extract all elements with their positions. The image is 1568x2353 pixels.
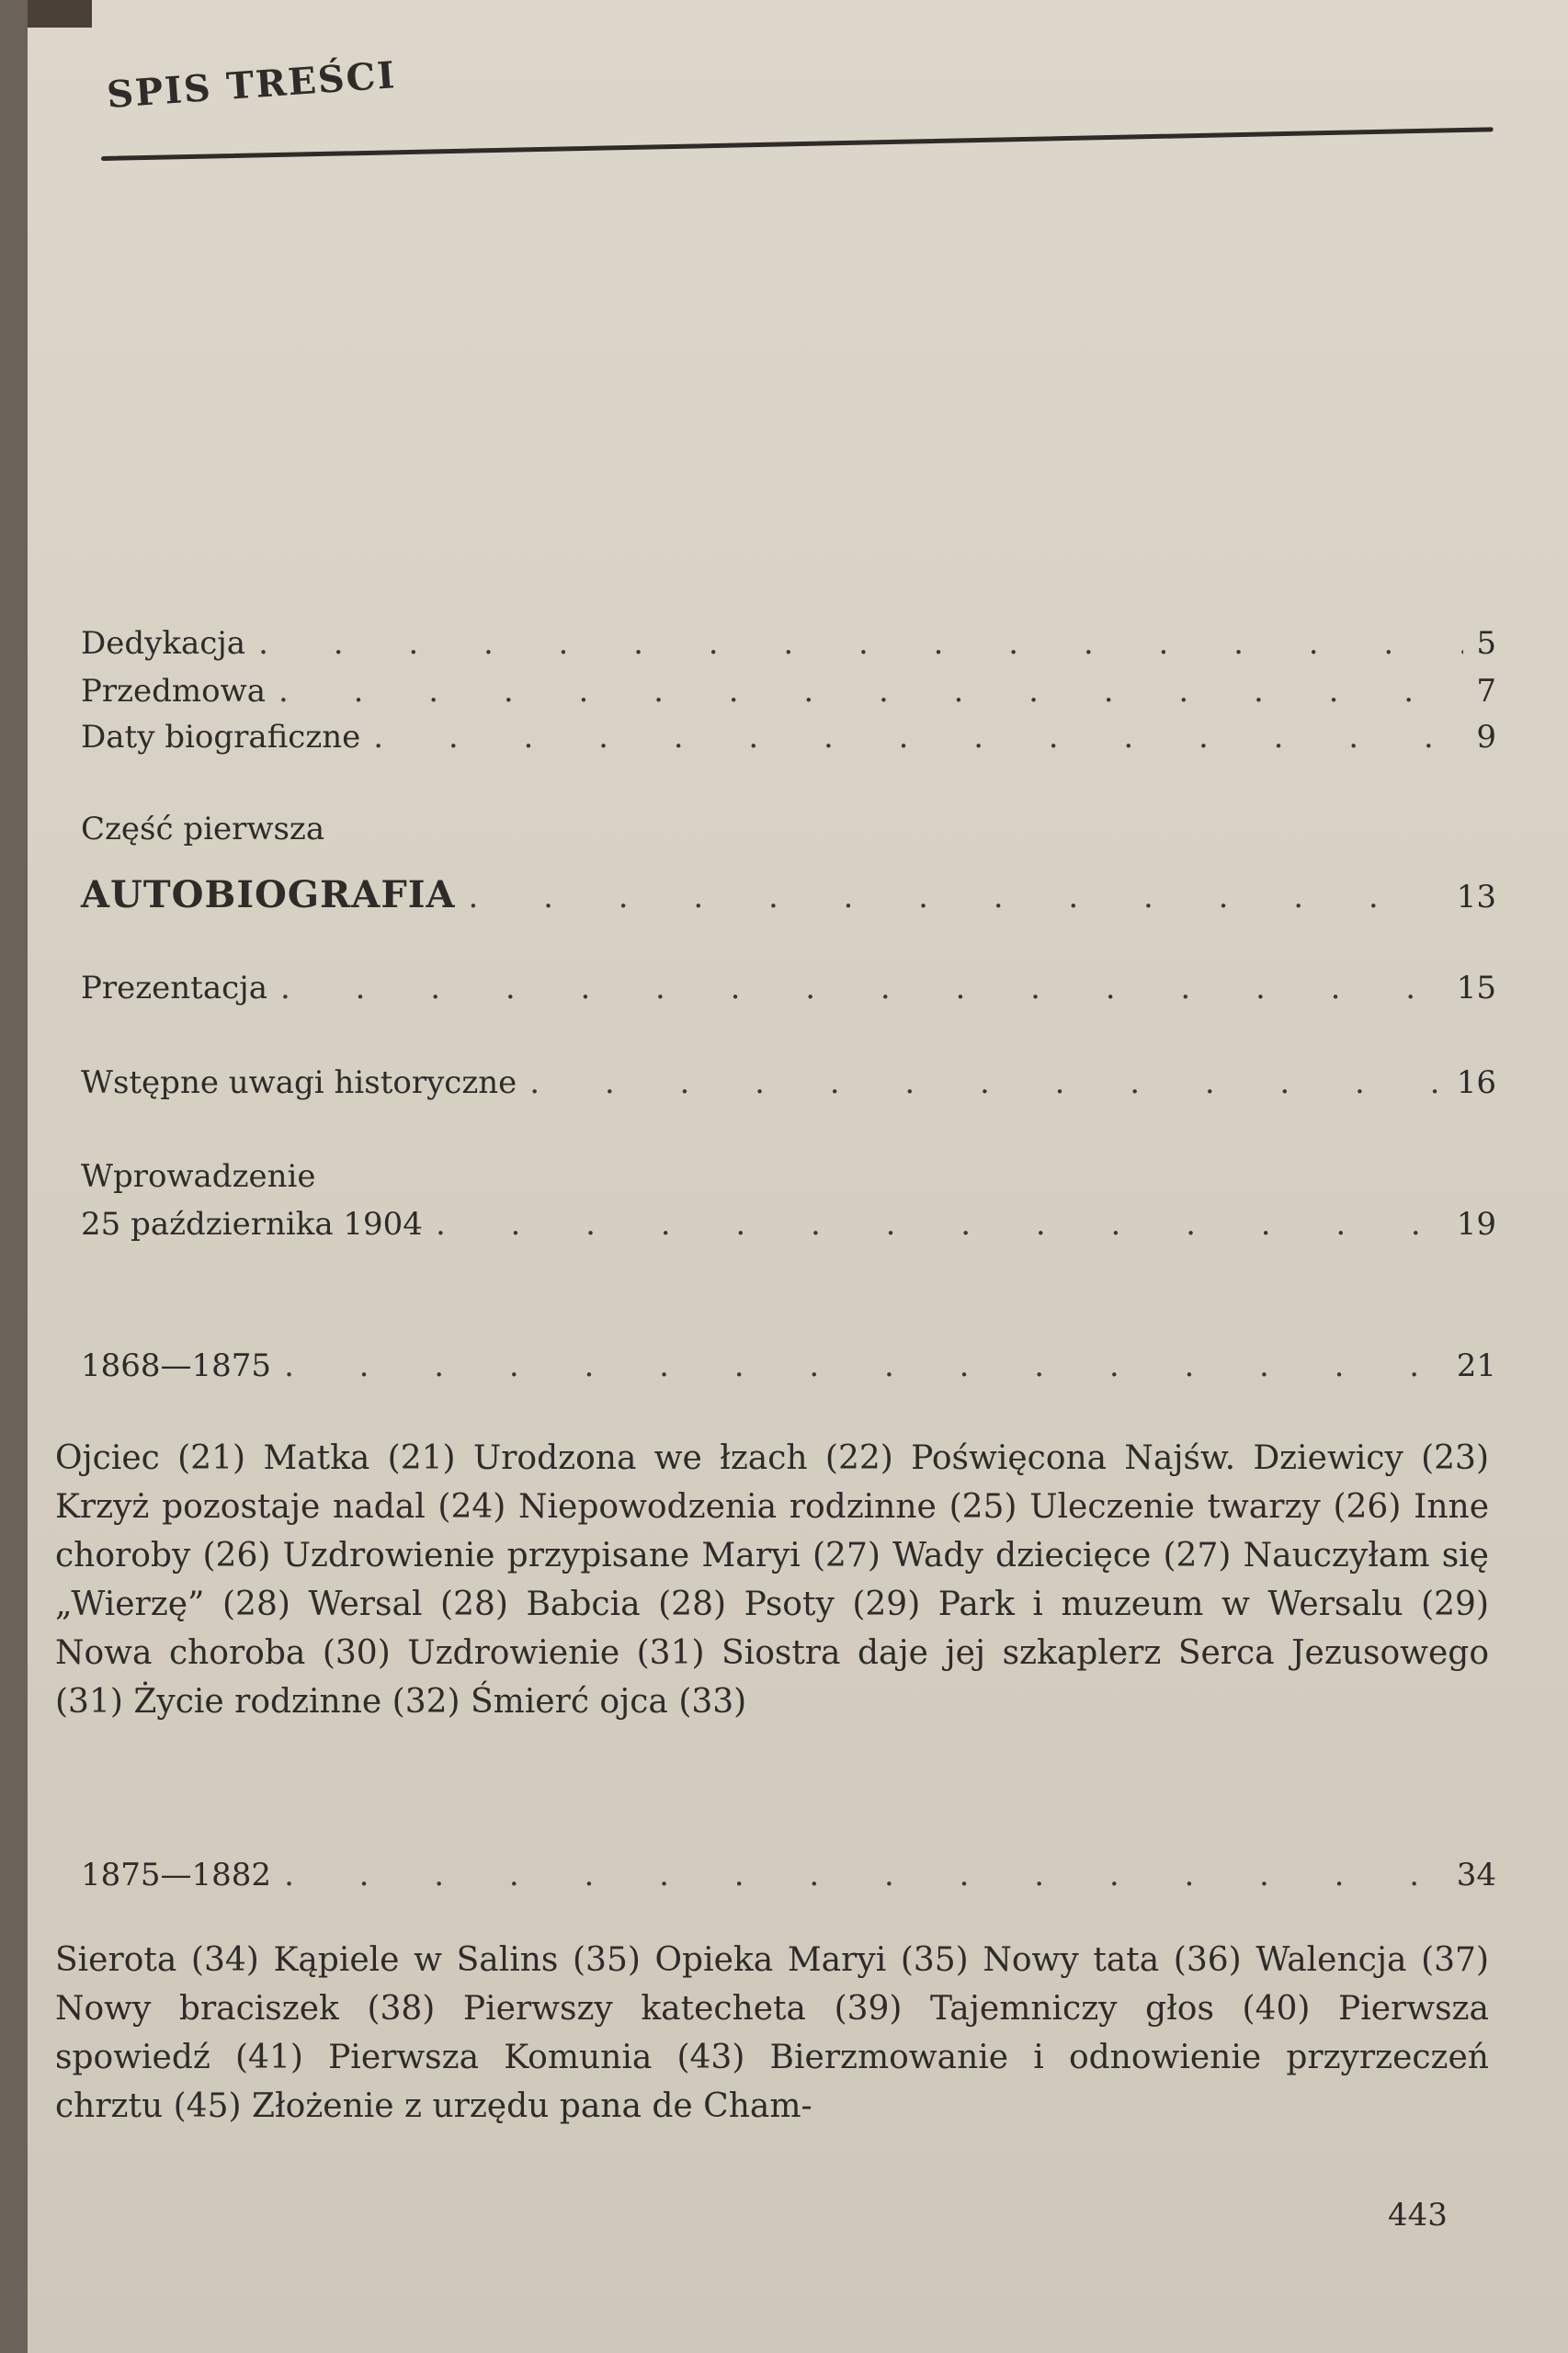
dot-leader [258,625,1463,662]
toc-entry-page: 16 [1456,1064,1496,1101]
toc-entry-prezentacja [81,970,1496,1006]
toc-entry-przedmowa [81,673,1496,710]
dot-leader [468,879,1443,915]
toc-entry-daty [81,719,1496,756]
toc-entry-title: Daty biograficzne [81,719,361,756]
section-1875-summary: Sierota (34) Kąpiele w Salins (35) Opieka Maryi (35) Nowy tata (36) Walencja (37) Nowy braciszek (38) Pierwszy katecheta (39) Tajemniczy głos (40) Pierwsza spowiedź (41) Pierwsza Komunia (43) Bierzmowanie i odnowienie przyrzeczeń chrztu (45) Złożenie z urzędu pana de Cham- [55,1941,1489,2125]
dot-leader [284,1347,1444,1384]
toc-entry-title: Prezentacja [81,970,267,1006]
dot-leader [436,1206,1444,1243]
page-heading: SPIS TREŚCI [105,53,398,117]
toc-entry-wprowadzenie [81,1206,1496,1243]
dot-leader [278,673,1463,710]
toc-entry-uwagi [81,1064,1496,1101]
page-number: 443 [1388,2197,1448,2234]
toc-entry-dedykacja [81,625,1496,662]
toc-entry-page: 21 [1456,1347,1496,1384]
toc-entry-title: 1868—1875 [81,1347,272,1384]
toc-entry-title: 25 października 1904 [81,1206,423,1243]
section-1868-summary: Ojciec (21) Matka (21) Urodzona we łzach (22) Poświęcona Najśw. Dziewicy (23) Krzyż pozostaje nadal (24) Niepowodzenia rodzinne (25) Uleczenie twarzy (26) Inne choroby (26) Uzdrowienie przypisane Maryi (27) Wady dziecięce (27) Nauczyłam się „Wierzę” (28) Wersal (28) Babcia (28) Psoty (29) Park i muzeum w Wersalu (29) Nowa choroba (30) Uzdrowienie (31) Siostra daje jej szkaplerz Serca Jezusowego (31) Życie rodzinne (32) Śmierć ojca (33) [55,1439,1489,1721]
toc-entry-title: Dedykacja [81,625,246,662]
toc-entry-section-1868 [81,1347,1496,1384]
toc-entry-page: 34 [1456,1857,1496,1893]
heading-rule [101,127,1494,161]
toc-entry-section-1875 [81,1857,1496,1893]
dot-leader [529,1064,1443,1101]
toc-entry-title: Przedmowa [81,673,267,710]
toc-entry-title: 1875—1882 [81,1857,272,1893]
part-label: Część pierwsza [81,811,325,847]
book-page [28,0,1568,2353]
toc-entry-page: 5 [1476,625,1496,662]
toc-entry-page: 9 [1476,719,1496,756]
page-corner-shadow [28,0,92,28]
toc-entry-title: AUTOBIOGRAFIA [81,873,456,916]
dot-leader [284,1857,1444,1893]
toc-entry-autobiografia [81,873,1496,916]
toc-entry-page: 7 [1476,673,1496,710]
toc-entry-page: 13 [1456,879,1496,915]
dot-leader [373,719,1463,756]
wprowadzenie-label: Wprowadzenie [81,1158,316,1195]
toc-entry-page: 19 [1456,1206,1496,1243]
toc-entry-page: 15 [1456,970,1496,1006]
toc-entry-title: Wstępne uwagi historyczne [81,1064,517,1101]
dot-leader [280,970,1444,1006]
